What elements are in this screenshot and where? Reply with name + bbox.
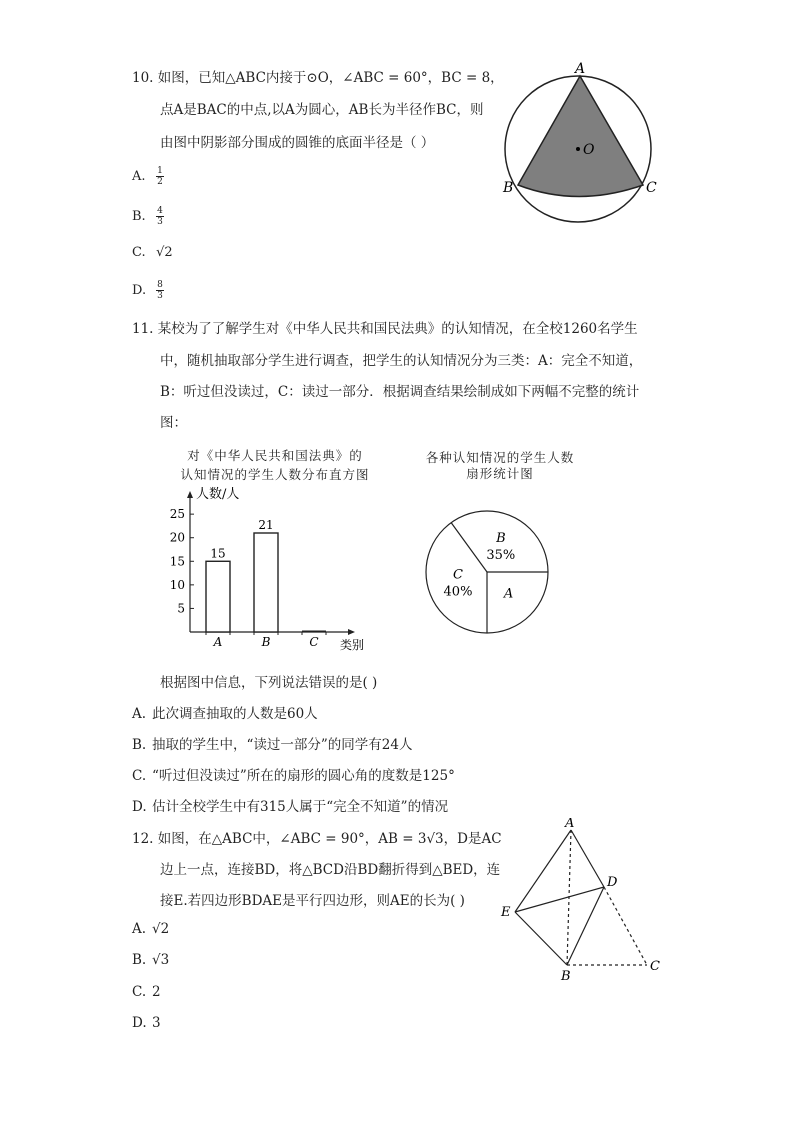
bar: [254, 533, 278, 632]
segment-ae: [515, 830, 571, 912]
pie-slice-percent: 40%: [443, 584, 473, 600]
center-point-o: [576, 147, 580, 151]
q11-option-d[interactable]: D. 估计全校学生中有315人属于“完全不知道”的情况: [132, 799, 449, 815]
q10-number: 10.: [132, 70, 154, 86]
pie-chart: [420, 505, 555, 640]
q10-figure: [490, 58, 680, 238]
label-d: D: [607, 875, 618, 890]
label-e: E: [501, 905, 511, 920]
label-b: B: [561, 969, 571, 983]
x-axis-label: 类别: [340, 638, 365, 652]
q12-line3: 接E.若四边形BDAE是平行四边形，则AE的长为( ): [160, 893, 465, 909]
y-tick-label: 15: [169, 554, 185, 569]
q11-line2: 中，随机抽取部分学生进行调查，把学生的认知情况分为三类：A：完全不知道，: [160, 353, 643, 369]
q11-line4: 图：: [160, 415, 187, 431]
q10-text-1: 如图，已知△ABC内接于⊙O，∠ABC = 60°，BC = 8，: [157, 70, 504, 86]
y-tick-label: 5: [177, 601, 185, 616]
q10-option-d[interactable]: D. $\frac{8}{3}$: [132, 280, 163, 301]
q10-option-b-fraction: $\frac{4}{3}$: [157, 206, 163, 227]
segment-ed: [515, 887, 604, 912]
q11-option-a[interactable]: A. 此次调查抽取的人数是60人: [132, 706, 318, 722]
bar-chart-title-1: 对《中华人民共和国法典》的: [187, 448, 363, 463]
y-axis-label: 人数/人: [196, 487, 240, 502]
segment-ad: [571, 830, 604, 887]
q11-line1: [132, 317, 638, 337]
x-tick-label: C: [309, 635, 319, 649]
q10-option-a-fraction: $\frac{1}{2}$: [157, 166, 163, 187]
q10-option-c[interactable]: C. √2: [132, 245, 173, 260]
segment-eb: [515, 912, 567, 965]
label-o: O: [583, 142, 595, 158]
label-a: A: [575, 61, 586, 77]
segment-db: [567, 887, 604, 965]
segment-dc-dashed: [604, 887, 647, 965]
x-axis-arrow: [348, 629, 355, 635]
q12-option-a[interactable]: A. √2: [132, 921, 170, 937]
pie-chart-title-2: 扇形统计图: [466, 466, 534, 481]
q11-prompt: 根据图中信息，下列说法错误的是( ): [160, 675, 378, 691]
y-tick-label: 25: [169, 507, 185, 522]
bar-chart: [160, 482, 380, 654]
q12-line1: [132, 827, 502, 847]
bar: [206, 561, 230, 632]
q11-text-1: 某校为了了解学生对《中华人民共和国民法典》的认知情况，在全校1260名学生: [157, 321, 638, 337]
q11-number: 11.: [132, 321, 154, 337]
x-tick-label: B: [261, 635, 271, 649]
q10-line3: 由图中阴影部分围成的圆锥的底面半径是（ ）: [160, 135, 435, 151]
q12-option-c[interactable]: C. 2: [132, 984, 161, 1000]
q10-option-c-text: √2: [156, 245, 173, 260]
pie-slice-label: B: [496, 530, 506, 546]
y-axis-arrow: [187, 491, 193, 498]
q11-line3: B：听过但没读过，C：读过一部分．根据调查结果绘制成如下两幅不完整的统计: [160, 384, 640, 400]
bar-data-label: 15: [210, 546, 226, 561]
label-a: A: [565, 818, 575, 831]
q11-option-b[interactable]: B. 抽取的学生中，“读过一部分”的同学有24人: [132, 737, 413, 753]
pie-chart-title-1: 各种认知情况的学生人数: [425, 450, 575, 465]
pie-slice-label: A: [503, 586, 514, 602]
q12-option-b[interactable]: B. √3: [132, 952, 170, 968]
label-c: C: [650, 959, 660, 974]
y-tick-label: 10: [169, 577, 185, 592]
q10-option-a[interactable]: A. $\frac{1}{2}$: [132, 166, 163, 187]
q12-line2: 边上一点，连接BD，将△BCD沿BD翻折得到△BED，连: [160, 862, 501, 878]
bar-data-label: 21: [258, 518, 274, 532]
q10-option-d-fraction: $\frac{8}{3}$: [157, 280, 163, 301]
q10-option-b[interactable]: B. $\frac{4}{3}$: [132, 206, 163, 227]
q11-option-c[interactable]: C. “听过但没读过”所在的扇形的圆心角的度数是125°: [132, 768, 455, 784]
q12-option-d[interactable]: D. 3: [132, 1015, 161, 1031]
q10-line1: [132, 66, 504, 86]
q12-figure: [495, 818, 670, 983]
label-b: B: [503, 180, 514, 196]
label-c: C: [646, 180, 657, 196]
y-tick-label: 20: [169, 530, 185, 545]
pie-slice-percent: 35%: [486, 547, 516, 563]
x-tick-label: A: [213, 635, 223, 649]
q10-line2: 点A是BAC的中点,以A为圆心，AB长为半径作BC，则: [160, 102, 484, 118]
q12-number: 12.: [132, 831, 154, 847]
pie-slice-label: C: [453, 567, 463, 583]
bar-chart-title-2: 认知情况的学生人数分布直方图: [180, 467, 370, 482]
q12-text-1: 如图，在△ABC中，∠ABC = 90°，AB = 3√3，D是AC: [157, 831, 502, 847]
shaded-sector: [518, 76, 643, 197]
